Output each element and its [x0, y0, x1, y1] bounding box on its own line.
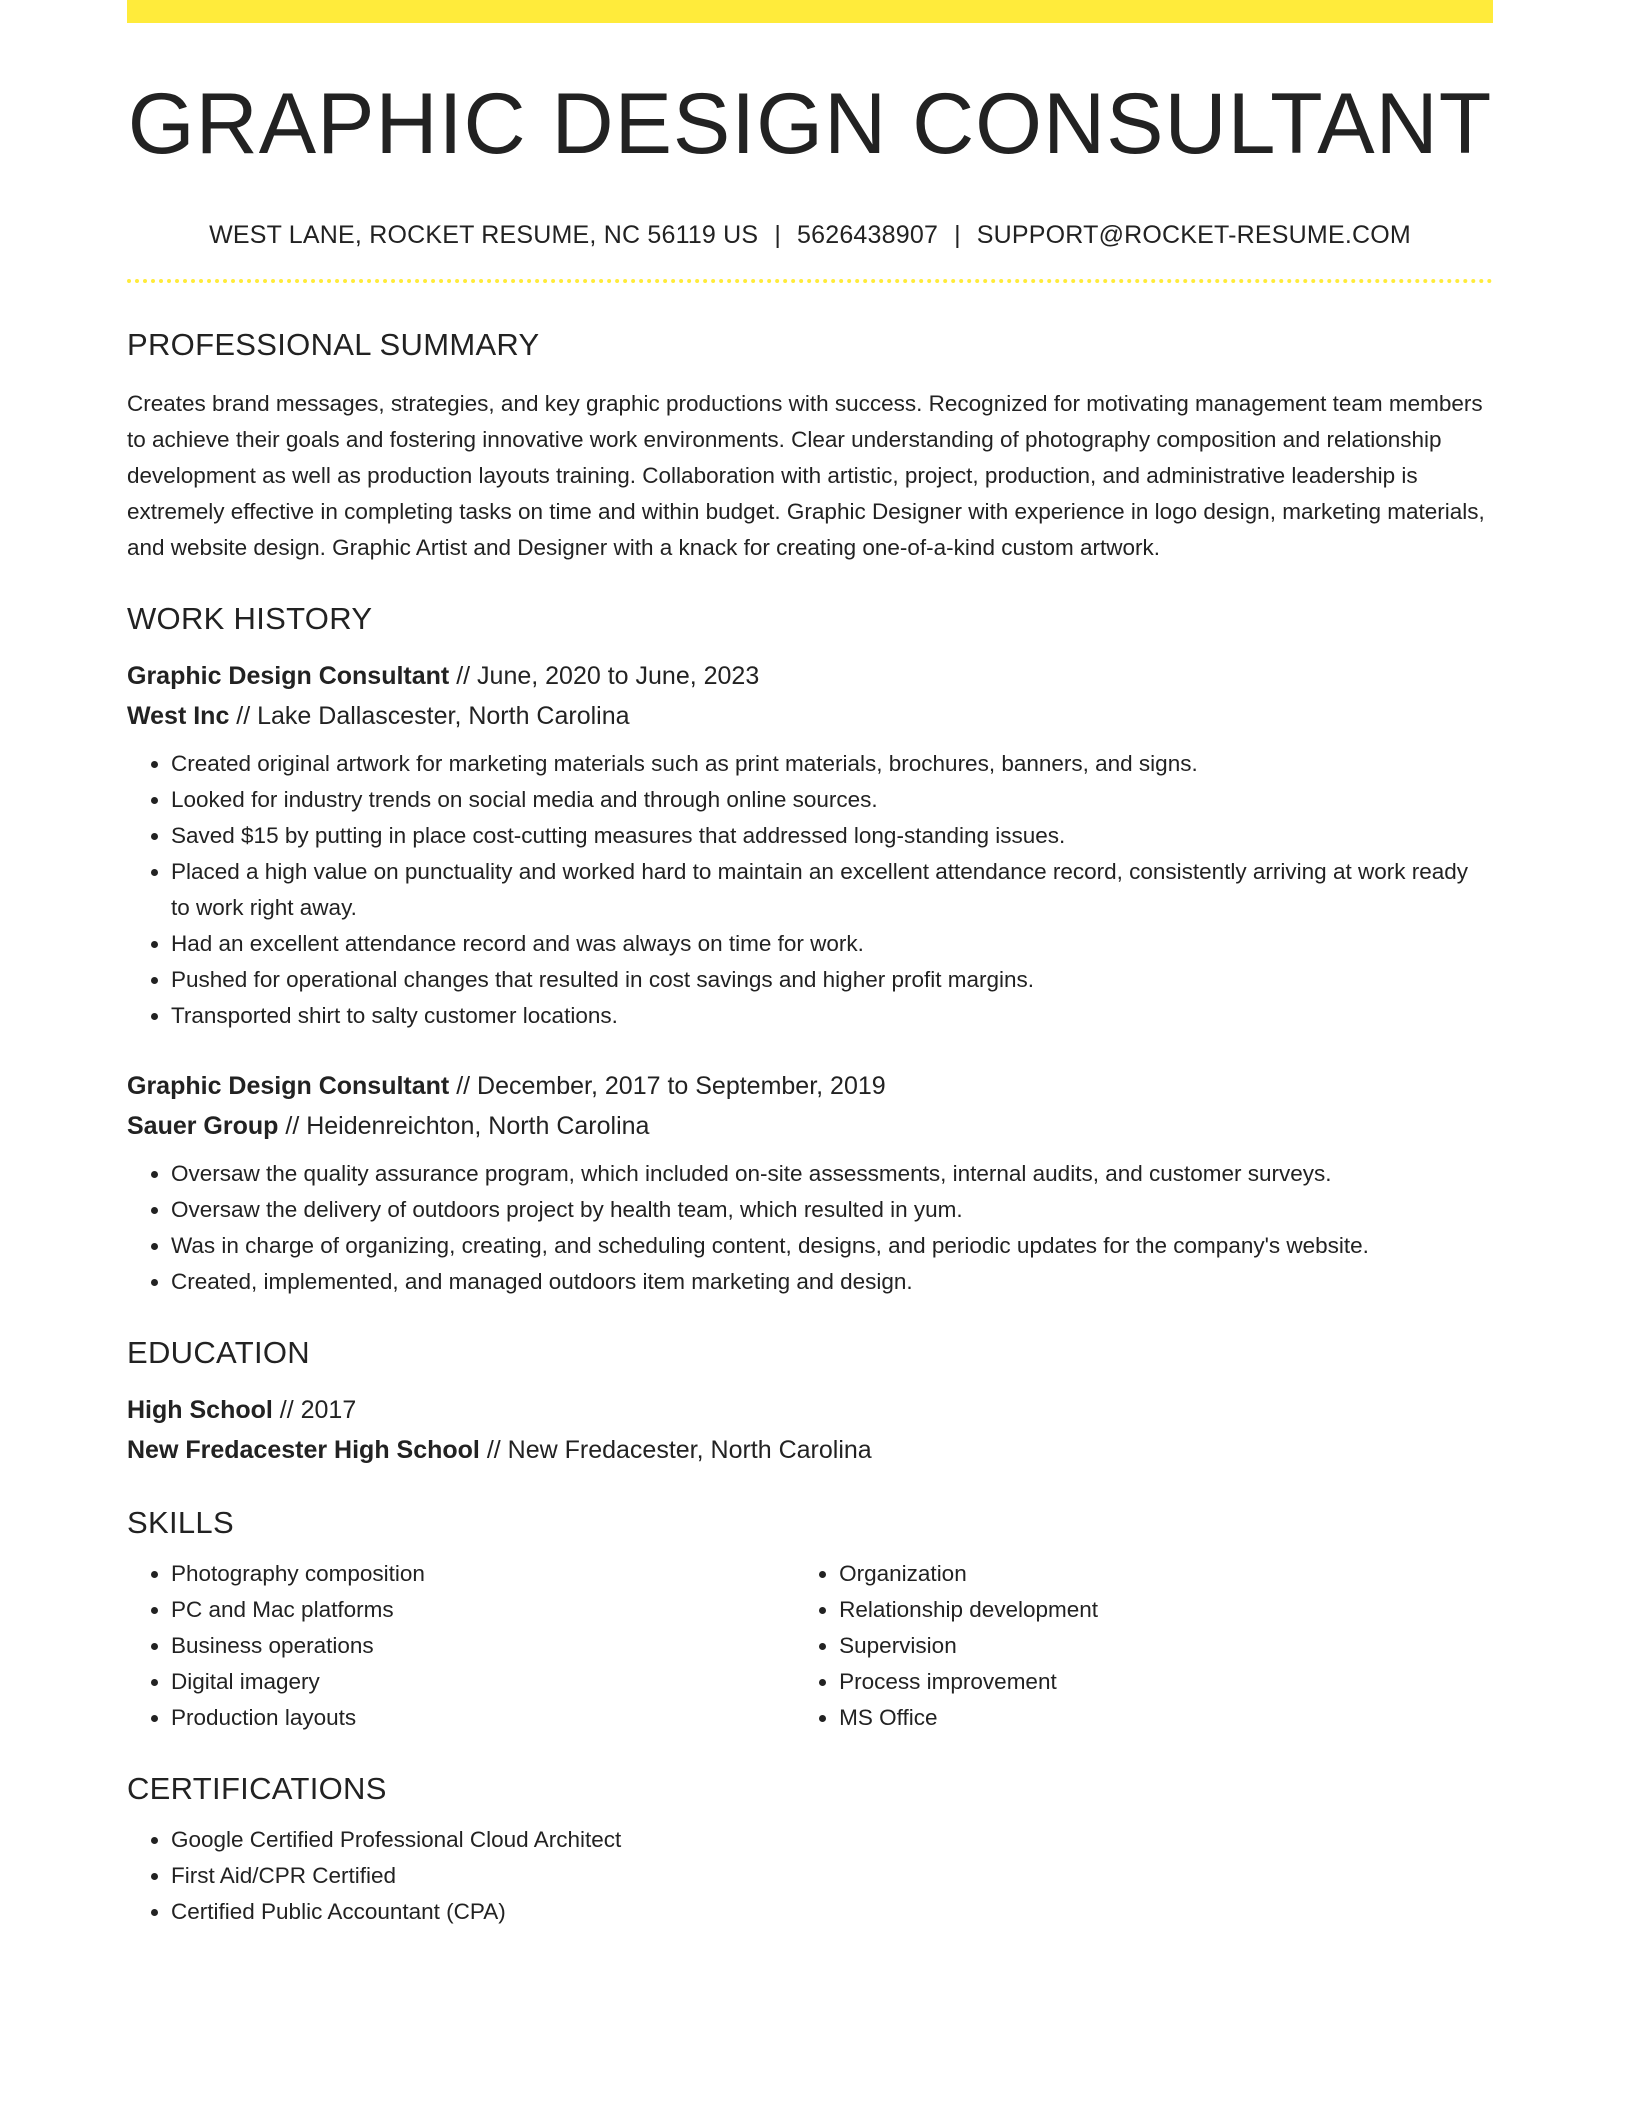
job-company-line — [127, 696, 1493, 736]
resume-content — [127, 0, 1493, 1930]
certification-item: • Certified Public Accountant (CPA) — [171, 1894, 1493, 1930]
education-year: // 2017 — [272, 1396, 357, 1425]
education-degree: High School — [127, 1396, 273, 1425]
skill-item: • PC and Mac platforms — [171, 1592, 795, 1628]
skills-section — [127, 1506, 1493, 1736]
skill-item: • Business operations — [171, 1628, 795, 1664]
job-entry — [127, 656, 1493, 1034]
work-history-section — [127, 602, 1493, 1300]
contact-phone: 5626438907 — [797, 221, 939, 249]
job-location: // Lake Dallascester, North Carolina — [229, 702, 630, 731]
job-title: Graphic Design Consultant — [127, 662, 450, 691]
job-bullets — [127, 746, 1493, 1034]
skill-item: • Digital imagery — [171, 1664, 795, 1700]
skills-heading: SKILLS — [127, 1505, 234, 1541]
education-school-line — [127, 1430, 1493, 1470]
job-dates: // June, 2020 to June, 2023 — [449, 662, 760, 691]
job-company: West Inc — [127, 702, 230, 731]
certifications-list — [127, 1822, 1493, 1930]
accent-top-bar — [127, 0, 1493, 23]
skill-item: • Supervision — [839, 1628, 1493, 1664]
skill-item: • Organization — [839, 1556, 1493, 1592]
job-bullet: • Pushed for operational changes that resulted in cost savings and higher profit margins. — [171, 962, 1493, 998]
job-company: Sauer Group — [127, 1112, 279, 1141]
job-title-line — [127, 1066, 1493, 1106]
skill-item: • Process improvement — [839, 1664, 1493, 1700]
contact-address: WEST LANE, ROCKET RESUME, NC 56119 US — [209, 221, 759, 249]
job-bullet: • Oversaw the delivery of outdoors project by health team, which resulted in yum. — [171, 1192, 1493, 1228]
job-title: Graphic Design Consultant — [127, 1072, 450, 1101]
job-entry — [127, 1066, 1493, 1300]
job-title-line — [127, 656, 1493, 696]
job-bullet: • Transported shirt to salty customer locations. — [171, 998, 1493, 1034]
job-company-line — [127, 1106, 1493, 1146]
job-bullet: • Looked for industry trends on social media and through online sources. — [171, 782, 1493, 818]
job-bullet: • Saved $15 by putting in place cost-cutting measures that addressed long-standing issues. — [171, 818, 1493, 854]
job-bullet: • Oversaw the quality assurance program, which included on-site assessments, internal audits, and customer surveys. — [171, 1156, 1493, 1192]
education-degree-line — [127, 1390, 1493, 1430]
skill-item: • MS Office — [839, 1700, 1493, 1736]
skill-item: • Production layouts — [171, 1700, 795, 1736]
education-section — [127, 1336, 1493, 1470]
summary-text: Creates brand messages, strategies, and key graphic productions with success. Recognized for motivating management team members to achieve their goals and fostering innovative work environments. Clear understanding of photography composition and relationship development as well as production layouts training. Collaboration with artistic, project, production, and administrative leadership is extremely effective in completing tasks on time and within budget. Graphic Designer with experience in logo design, marketing materials, and website design. Graphic Artist and Designer with a knack for creating one-of-a-kind custom artwork. — [127, 391, 1485, 561]
resume-title: GRAPHIC DESIGN CONSULTANT — [127, 76, 1493, 172]
education-location: // New Fredacester, North Carolina — [479, 1436, 872, 1465]
job-bullet: • Created, implemented, and managed outdoors item marketing and design. — [171, 1264, 1493, 1300]
job-bullet: • Created original artwork for marketing materials such as print materials, brochures, banners, and signs. — [171, 746, 1493, 782]
education-school: New Fredacester High School — [127, 1436, 480, 1465]
contact-email: SUPPORT@ROCKET-RESUME.COM — [976, 221, 1411, 249]
certifications-section — [127, 1772, 1493, 1930]
dotted-divider — [127, 279, 1493, 283]
contact-line — [127, 221, 1493, 250]
job-bullets — [127, 1156, 1493, 1300]
job-dates: // December, 2017 to September, 2019 — [449, 1072, 886, 1101]
job-bullet: • Had an excellent attendance record and was always on time for work. — [171, 926, 1493, 962]
job-bullet: • Placed a high value on punctuality and worked hard to maintain an excellent attendance record, consistently arriving at work ready to work right away. — [171, 854, 1493, 926]
skill-item: • Photography composition — [171, 1556, 795, 1592]
job-location: // Heidenreichton, North Carolina — [278, 1112, 650, 1141]
work-history-heading: WORK HISTORY — [127, 601, 373, 637]
education-heading: EDUCATION — [127, 1335, 310, 1371]
contact-separator: | — [954, 221, 961, 249]
contact-separator: | — [774, 221, 782, 249]
skill-item: • Relationship development — [839, 1592, 1493, 1628]
skills-column-1 — [127, 1556, 795, 1736]
certification-item: • Google Certified Professional Cloud Architect — [171, 1822, 1493, 1858]
certifications-heading: CERTIFICATIONS — [127, 1771, 387, 1807]
summary-heading: PROFESSIONAL SUMMARY — [127, 327, 540, 362]
skills-grid — [127, 1556, 1493, 1736]
certification-item: • First Aid/CPR Certified — [171, 1858, 1493, 1894]
job-bullet: • Was in charge of organizing, creating, and scheduling content, designs, and periodic updates for the company's website. — [171, 1228, 1493, 1264]
skills-column-2 — [795, 1556, 1493, 1736]
